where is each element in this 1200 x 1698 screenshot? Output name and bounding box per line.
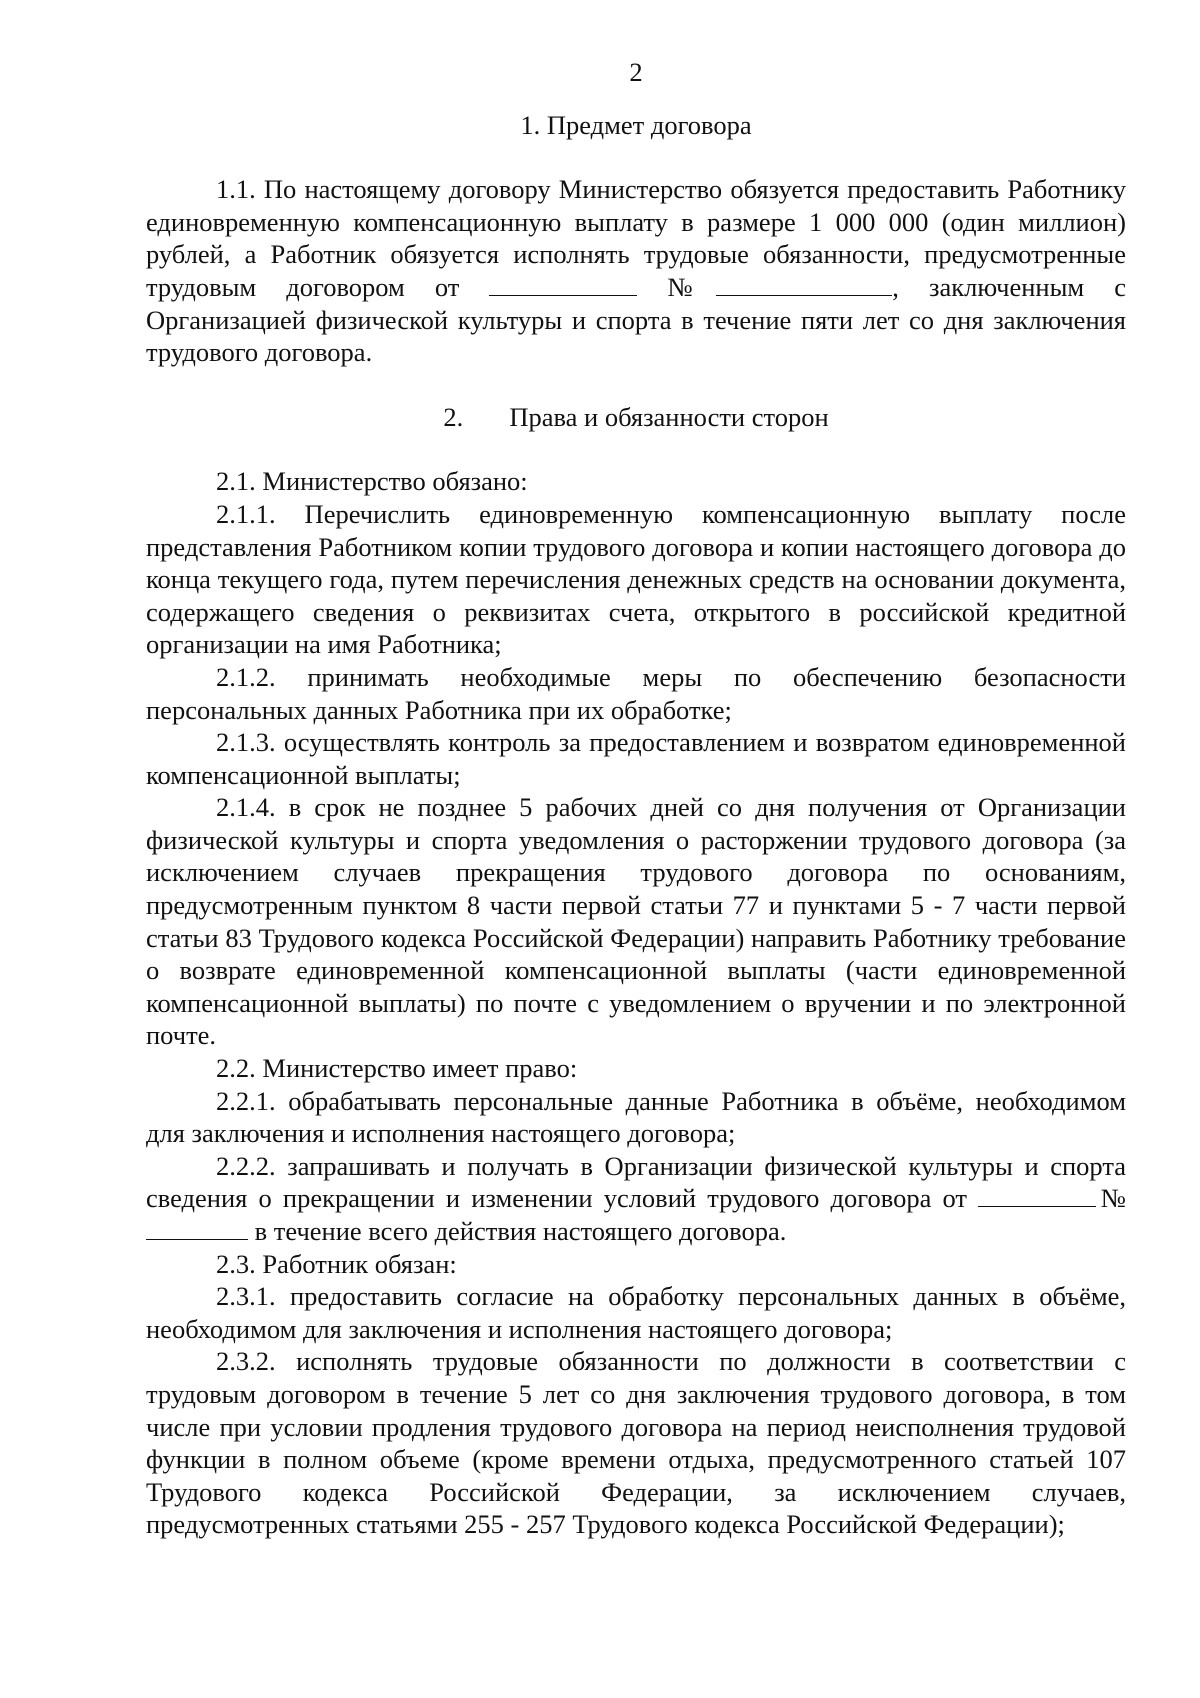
number-blank: [716, 273, 892, 296]
section-2-title-text: Права и обязанности сторон: [509, 401, 829, 432]
paragraph-2-3-1: 2.3.1. предоставить согласие на обработку персональных данных в объёме, необходимом для заключения и исполнения настоящего договора;: [146, 1281, 1126, 1344]
date-blank: [489, 273, 637, 296]
number-sign-2: №: [1096, 1183, 1126, 1214]
paragraph-2-2-1: 2.2.1. обрабатывать персональные данные Работника в объёме, необходимом для заключения и исполнения настоящего договора;: [146, 1085, 1126, 1149]
date-blank-2: [978, 1184, 1096, 1207]
paragraph-2-2-2-text-b: в течение всего действия настоящего договора.: [248, 1216, 787, 1246]
section-2-number: 2.: [443, 401, 464, 432]
number-blank-2: [146, 1217, 248, 1240]
paragraph-2-1-4: 2.1.4. в срок не позднее 5 рабочих дней со дня получения от Организации физической культуры и спорта уведомления о расторжении трудового договора (за исключением случаев прекращения трудового договора по основаниям, предусмотренным пунктом 8 части первой статьи 77 и пунктами 5 - 7 части первой статьи 83 Трудового кодекса Российской Федерации) направить Работнику требование о возврате единовременной компенсационной выплаты (части единовременной компенсационной выплаты) по почте с уведомлением о вручении и по электронной почте.: [146, 792, 1126, 1051]
paragraph-2-2-2-text-a: 2.2.2. запрашивать и получать в Организации физической культуры и спорта сведения о прекращении и изменении условий трудового договора от: [146, 1150, 1126, 1214]
number-sign: №: [637, 271, 717, 302]
section-1-title: 1. Предмет договора: [520, 109, 752, 140]
paragraph-2-1-1: 2.1.1. Перечислить единовременную компенсационную выплату после представления Работником копии трудового договора и копии настоящего договора до конца текущего года, путем перечисления денежных средств на основании документа, содержащего сведения о реквизитах счета, открытого в российской кредитной организации на имя Работника;: [146, 498, 1126, 660]
paragraph-2-1-3: 2.1.3. осуществлять контроль за предоставлением и возвратом единовременной компенсационной выплаты;: [146, 727, 1126, 790]
page-number: 2: [629, 57, 643, 87]
paragraph-2-2-2: [146, 1150, 1126, 1248]
paragraph-1-1: [146, 173, 1126, 369]
comma: ,: [892, 271, 899, 302]
section-2-title: [146, 401, 1126, 434]
paragraph-2-3: 2.3. Работник обязан:: [216, 1248, 457, 1279]
paragraph-2-3-2: 2.3.2. исполнять трудовые обязанности по должности в соответствии с трудовым договором в течение 5 лет со дня заключения трудового договора, в том числе при условии продления трудового договора на период неисполнения трудовой функции в полном объеме (кроме времени отдыха, предусмотренного статьей 107 Трудового кодекса Российской Федерации, за исключением случаев, предусмотренных статьями 255 - 257 Трудового кодекса Российской Федерации);: [146, 1346, 1126, 1540]
paragraph-2-2: 2.2. Министерство имеет право:: [216, 1053, 578, 1084]
paragraph-1-1-text-b: заключенным с Организацией физической культуры и спорта в течение пяти лет со дня заключения трудового договора.: [146, 271, 1126, 368]
paragraph-2-1: 2.1. Министерство обязано:: [216, 466, 528, 497]
paragraph-2-1-2: 2.1.2. принимать необходимые меры по обеспечению безопасности персональных данных Работника при их обработке;: [146, 661, 1126, 725]
paragraph-1-1-text-a: 1.1. По настоящему договору Министерство обязуется предоставить Работнику единовременную компенсационную выплату в размере 1 000 000 (один миллион) рублей, а Работник обязуется исполнять трудовые обязанности, предусмотренные трудовым договором от: [146, 174, 1126, 302]
